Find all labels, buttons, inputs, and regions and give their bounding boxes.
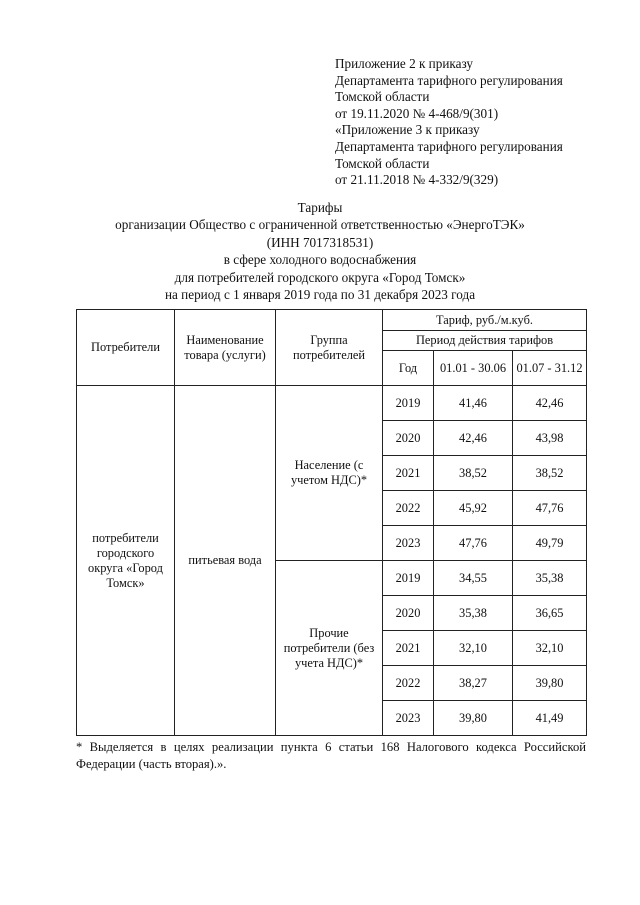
title-line: в сфере холодного водоснабжения [223, 252, 417, 268]
header-product: Наименование товара (услуги) [175, 310, 276, 386]
group-cell: Население (с учетом НДС)* [276, 386, 383, 561]
year-cell: 2021 [383, 631, 434, 666]
header-row [77, 310, 587, 331]
tariff-h1-cell: 47,76 [434, 526, 513, 561]
tariff-h2-cell: 38,52 [513, 456, 587, 491]
appendix-line: Приложение 2 к приказу [335, 56, 473, 71]
header-period: Период действия тарифов [383, 331, 587, 351]
title-line: для потребителей городского округа «Город Томск» [174, 269, 466, 285]
tariff-table [76, 309, 587, 736]
tariff-h1-cell: 34,55 [434, 561, 513, 596]
title-line: Тарифы [297, 200, 343, 215]
group-cell: Прочие потребители (без учета НДС)* [276, 561, 383, 736]
tariff-h2-cell: 41,49 [513, 701, 587, 736]
product-cell: питьевая вода [175, 386, 276, 736]
table-row [77, 386, 587, 421]
header-consumers: Потребители [77, 310, 175, 386]
consumer-cell: потребители городского округа «Город Томск» [77, 386, 175, 736]
title-line: на период с 1 января 2019 года по 31 декабря 2023 года [164, 287, 476, 303]
tariff-h1-cell: 41,46 [434, 386, 513, 421]
appendix-block [335, 56, 563, 189]
appendix-line: Томской области [335, 155, 430, 171]
year-cell: 2022 [383, 666, 434, 701]
tariff-h1-cell: 38,27 [434, 666, 513, 701]
tariff-h1-cell: 42,46 [434, 421, 513, 456]
tariff-h1-cell: 32,10 [434, 631, 513, 666]
tariff-h2-cell: 49,79 [513, 526, 587, 561]
title-line: организации Общество с ограниченной ответственностью «ЭнергоТЭК» [115, 217, 525, 233]
tariff-h2-cell: 42,46 [513, 386, 587, 421]
tariff-h1-cell: 35,38 [434, 596, 513, 631]
document-title [0, 199, 640, 303]
tariff-h2-cell: 32,10 [513, 631, 587, 666]
title-line: (ИНН 7017318531) [266, 234, 374, 250]
tariff-h2-cell: 47,76 [513, 491, 587, 526]
tariff-h2-cell: 39,80 [513, 666, 587, 701]
footnote: * Выделяется в целях реализации пункта 6 статьи 168 Налогового кодекса Российской Федерации (часть вторая).». [76, 740, 586, 771]
header-half1: 01.01 - 30.06 [434, 351, 513, 386]
header-group: Группа потребителей [276, 310, 383, 386]
year-cell: 2020 [383, 421, 434, 456]
tariff-h1-cell: 38,52 [434, 456, 513, 491]
tariff-h1-cell: 45,92 [434, 491, 513, 526]
appendix-line: Департамента тарифного регулирования [335, 138, 563, 154]
header-tariff: Тариф, руб./м.куб. [383, 310, 587, 331]
year-cell: 2023 [383, 526, 434, 561]
year-cell: 2021 [383, 456, 434, 491]
appendix-line: «Приложение 3 к приказу [335, 122, 480, 138]
tariff-h1-cell: 39,80 [434, 701, 513, 736]
appendix-line: от 19.11.2020 № 4-468/9(301) [335, 105, 499, 121]
tariff-h2-cell: 35,38 [513, 561, 587, 596]
tariff-h2-cell: 36,65 [513, 596, 587, 631]
year-cell: 2020 [383, 596, 434, 631]
year-cell: 2019 [383, 386, 434, 421]
year-cell: 2023 [383, 701, 434, 736]
appendix-line: Департамента тарифного регулирования [335, 72, 563, 88]
header-half2: 01.07 - 31.12 [513, 351, 587, 386]
year-cell: 2022 [383, 491, 434, 526]
appendix-line: Томской области [335, 89, 430, 105]
tariff-h2-cell: 43,98 [513, 421, 587, 456]
year-cell: 2019 [383, 561, 434, 596]
appendix-line: от 21.11.2018 № 4-332/9(329) [335, 172, 499, 188]
header-year: Год [383, 351, 434, 386]
